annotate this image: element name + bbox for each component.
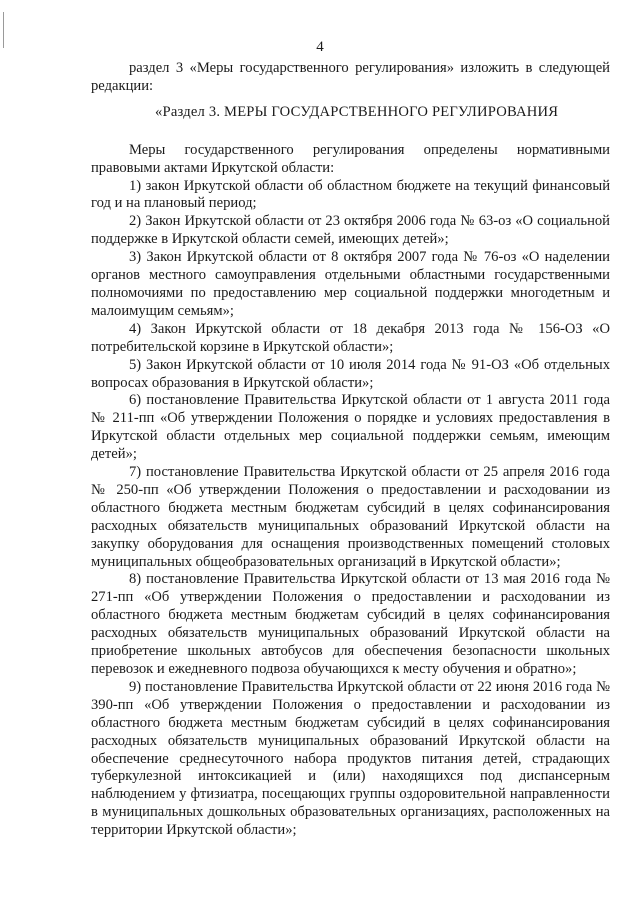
list-item-2: 2) Закон Иркутской области от 23 октября 2006 года № 63-оз «О социальной поддержке в Иркутской области семей, имеющих детей»;	[91, 213, 610, 248]
list-item-6: 6) постановление Правительства Иркутской области от 1 августа 2011 года № 211-пп «Об утверждении Положения о порядке и условиях предоставления в Иркутской области отдельных мер социальной поддержки семьям, имеющим детей»;	[91, 392, 610, 463]
list-item-4: 4) Закон Иркутской области от 18 декабря 2013 года № 156-ОЗ «О потребительской корзине в Иркутской области»;	[91, 320, 610, 355]
list-item-1: 1) закон Иркутской области об областном бюджете на текущий финансовый год и на плановый период;	[91, 177, 610, 212]
lead-paragraph: Меры государственного регулирования определены нормативными правовыми актами Иркутской области:	[91, 141, 610, 176]
list-item-5: 5) Закон Иркутской области от 10 июля 2014 года № 91-ОЗ «Об отдельных вопросах образования в Иркутской области»;	[91, 356, 610, 391]
list-item-8: 8) постановление Правительства Иркутской области от 13 мая 2016 года № 271-пп «Об утверждении Положения о предоставлении и расходовании из областного бюджета местным бюджетам субсидий в целях софинансирования расходных обязательств муниципальных образований Иркутской области на приобретение школьных автобусов для обеспечения безопасности школьных перевозок и ежедневного подвоза обучающихся к месту обучения и обратно»;	[91, 571, 610, 677]
list-item-3: 3) Закон Иркутской области от 8 октября 2007 года № 76-оз «О наделении органов местного самоуправления отдельными областными государственными полномочиями по предоставлению мер социальной поддержки многодетным и малоимущим семьям»;	[91, 249, 610, 319]
list-item-9: 9) постановление Правительства Иркутской области от 22 июня 2016 года № 390-пп «Об утверждении Положения о предоставлении и расходовании из областного бюджета местным бюджетам субсидий в целях софинансирования расходных обязательств муниципальных образований Иркутской области на обеспечение среднесуточного набора продуктов питания детей, страдающих туберкулезной интоксикацией и (или) находящихся под диспансерным наблюдением у фтизиатра, посещающих группы оздоровительной направленности в муниципальных дошкольных образовательных организациях, расположенных на территории Иркутской области»;	[91, 678, 610, 839]
intro-paragraph: раздел 3 «Меры государственного регулирования» изложить в следующей редакции:	[91, 60, 610, 94]
section-heading: «Раздел 3. МЕРЫ ГОСУДАРСТВЕННОГО РЕГУЛИРОВАНИЯ	[155, 103, 559, 120]
page-number: 4	[316, 39, 324, 55]
document-body	[91, 60, 610, 840]
list-item-7: 7) постановление Правительства Иркутской области от 25 апреля 2016 года № 250-пп «Об утверждении Положения о предоставлении и расходовании из областного бюджета местным бюджетам субсидий в целях софинансирования расходных обязательств муниципальных образований Иркутской области на закупку оборудования для оснащения производственных помещений столовых муниципальных общеобразовательных организаций в Иркутской области»;	[91, 464, 610, 570]
